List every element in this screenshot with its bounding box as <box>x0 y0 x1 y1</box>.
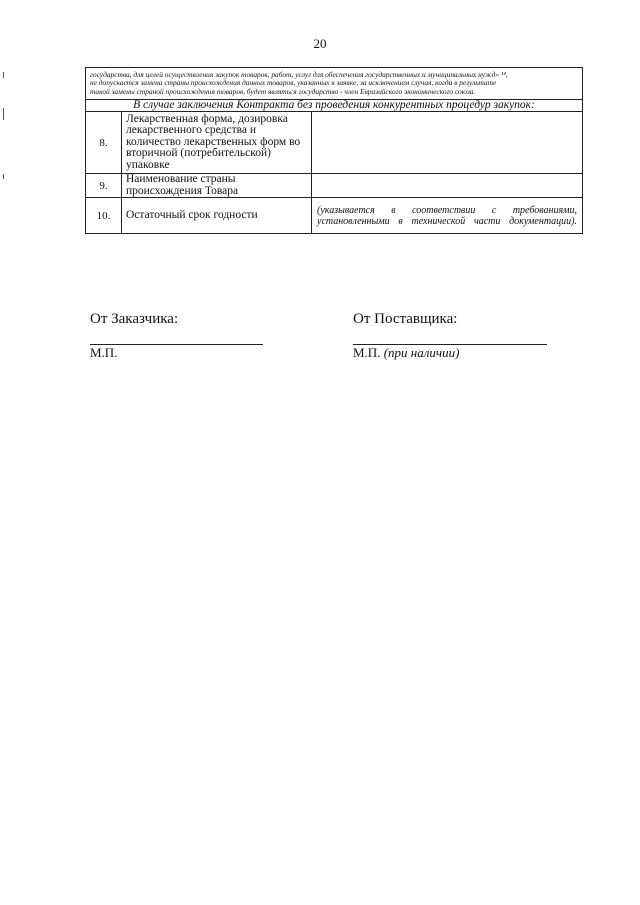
supplier-stamp <box>353 345 459 361</box>
table-row <box>86 174 583 198</box>
note-line: не допускается замена страны происхождения данных товаров, указанных в заявке, за исключением случая, когда в результате <box>90 78 497 88</box>
row-number: 8. <box>86 112 122 174</box>
row-value <box>312 112 583 174</box>
row-name: Лекарственная форма, дозировка лекарственного средства и количество лекарственных форм во вторичной (потребительской) упаковке <box>122 112 312 174</box>
margin-mark <box>3 174 4 179</box>
row-value: (указывается в соответствии с требованиями, установленными в технической части документации). <box>312 198 583 234</box>
customer-stamp <box>90 345 117 361</box>
table-row <box>86 198 583 234</box>
section-heading: В случае заключения Контракта без проведения конкурентных процедур закупок: <box>86 100 583 112</box>
note-row <box>86 68 583 100</box>
section-heading-row <box>86 100 583 112</box>
customer-signature-label: От Заказчика: <box>90 311 179 327</box>
row-number: 9. <box>86 174 122 198</box>
supplier-signature-label: От Поставщика: <box>353 311 458 327</box>
note-line: государства, для целей осуществления закупок товаров, работ, услуг для обеспечения государственных и муниципальных нужд» ¹⁴, <box>90 69 508 79</box>
table-row <box>86 112 583 174</box>
page-number: 20 <box>313 36 327 51</box>
row-number: 10. <box>86 198 122 234</box>
note-cell <box>86 68 583 100</box>
margin-mark <box>3 72 4 78</box>
row-value <box>312 174 583 198</box>
specification-table <box>85 67 583 234</box>
row-name: Остаточный срок годности <box>122 198 312 234</box>
note-line: такой замены страной происхождения товаров, будет являться государство - член Евразийского экономического союза. <box>90 86 476 96</box>
row-name: Наименование страны происхождения Товара <box>122 174 312 198</box>
stamp-label: М.П. <box>90 345 118 360</box>
margin-mark <box>3 108 4 120</box>
stamp-note: (при наличии) <box>383 345 460 360</box>
stamp-label: М.П. <box>353 345 381 360</box>
